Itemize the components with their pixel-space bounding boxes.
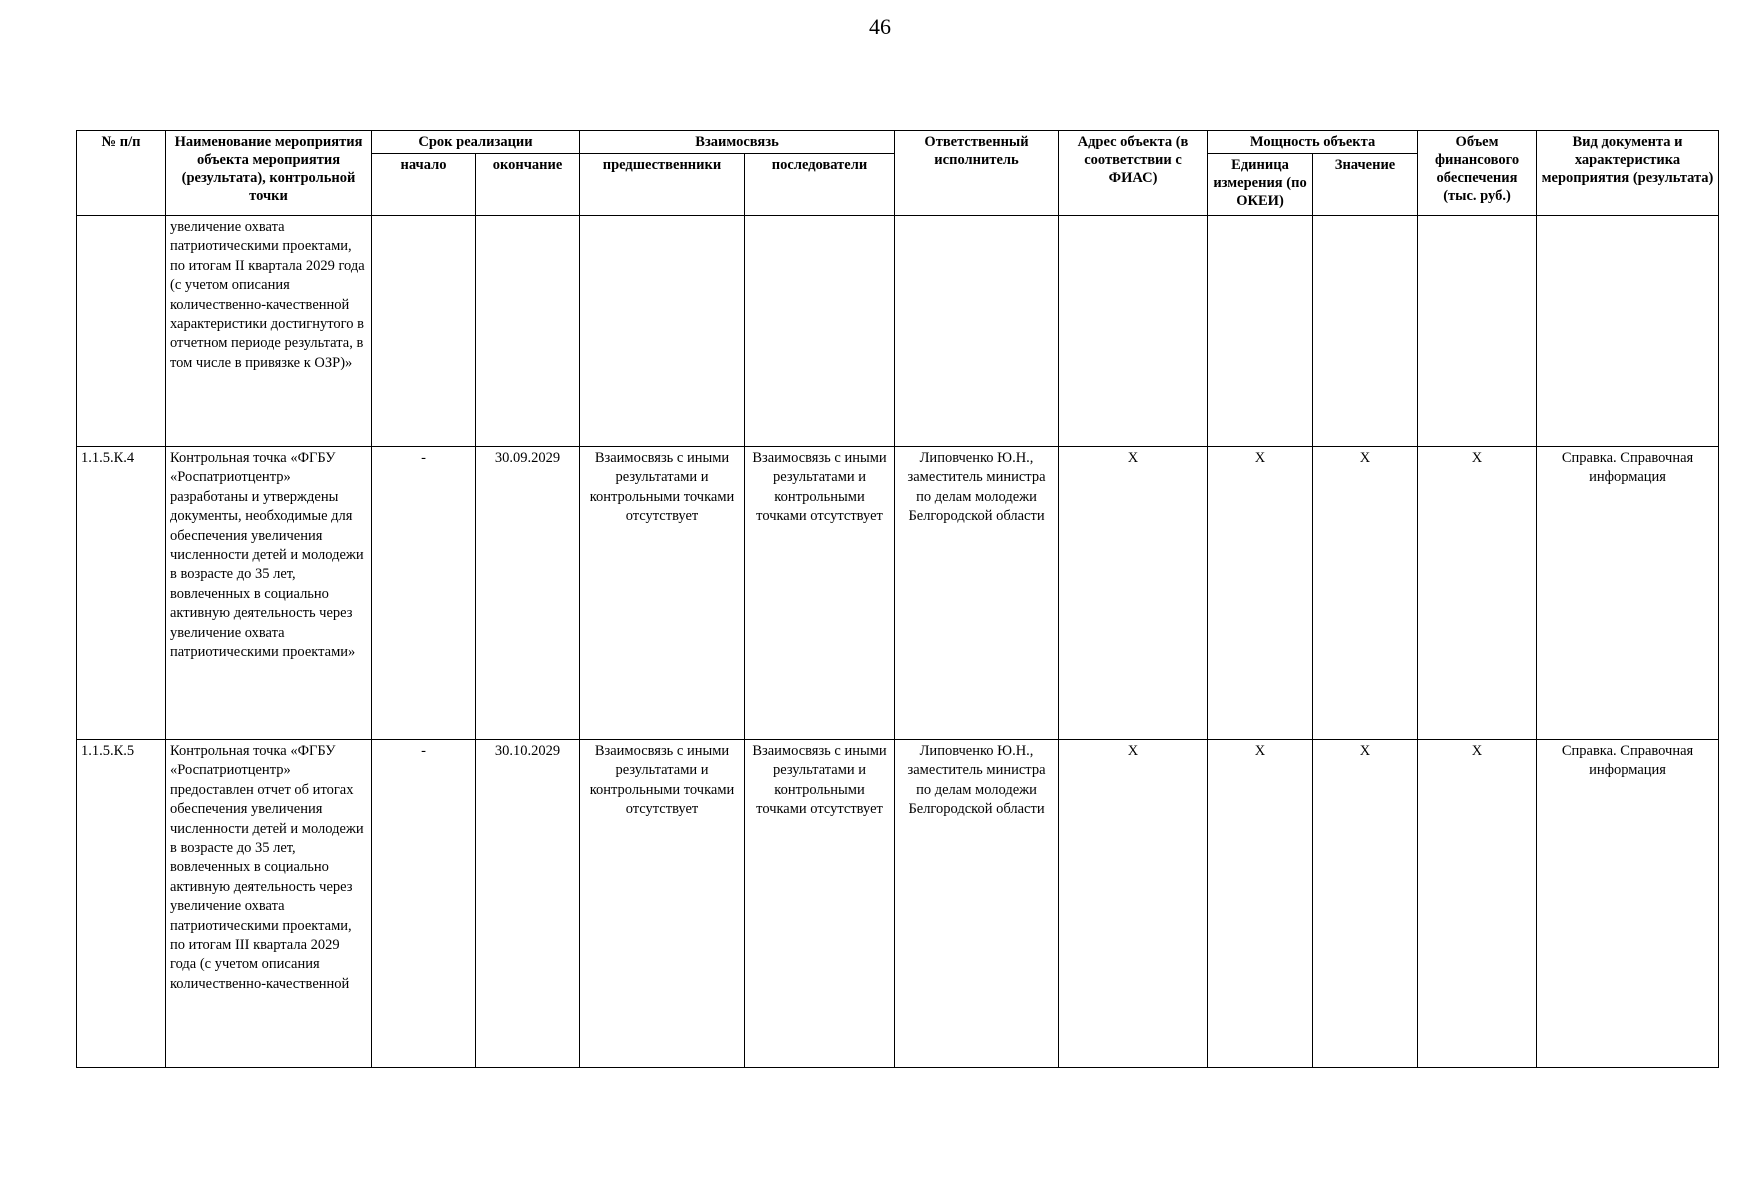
header-funding: Объем финансового обеспечения (тыс. руб.) [1418,131,1537,216]
cell-unit: Х [1208,740,1313,1068]
events-table [76,130,1719,1068]
header-predecessors: предшественники [580,154,745,216]
cell-funding: Х [1418,447,1537,740]
cell-doc-type: Справка. Справочная информация [1537,740,1719,1068]
header-doc-type: Вид документа и характеристика мероприятия (результата) [1537,131,1719,216]
cell-predecessors: Взаимосвязь с иными результатами и контрольными точками отсутствует [580,447,745,740]
table-row [77,447,1719,740]
cell-start: - [372,740,476,1068]
cell-unit [1208,216,1313,447]
cell-start: - [372,447,476,740]
cell-responsible: Липовченко Ю.Н., заместитель министра по делам молодежи Белгородской области [895,740,1059,1068]
cell-successors: Взаимосвязь с иными результатами и контрольными точками отсутствует [745,740,895,1068]
header-responsible: Ответственный исполнитель [895,131,1059,216]
cell-end: 30.09.2029 [476,447,580,740]
cell-funding [1418,216,1537,447]
cell-predecessors: Взаимосвязь с иными результатами и контрольными точками отсутствует [580,740,745,1068]
cell-doc-type: Справка. Справочная информация [1537,447,1719,740]
cell-predecessors [580,216,745,447]
cell-value: Х [1313,740,1418,1068]
cell-successors [745,216,895,447]
header-successors: последователи [745,154,895,216]
cell-doc-type [1537,216,1719,447]
cell-responsible: Липовченко Ю.Н., заместитель министра по делам молодежи Белгородской области [895,447,1059,740]
header-capacity: Мощность объекта [1208,131,1418,154]
table-row [77,740,1719,1068]
cell-address: Х [1059,447,1208,740]
header-value: Значение [1313,154,1418,216]
cell-funding: Х [1418,740,1537,1068]
header-name: Наименование мероприятия объекта мероприятия (результата), контрольной точки [166,131,372,216]
page-number: 46 [869,14,891,39]
cell-responsible [895,216,1059,447]
header-start: начало [372,154,476,216]
header-period: Срок реализации [372,131,580,154]
cell-name: Контрольная точка «ФГБУ «Роспатриотцентр» разработаны и утверждены документы, необходимые для обеспечения увеличения численности детей и молодежи в возрасте до 35 лет, вовлеченных в социально активную деятельность через увеличение охвата патриотическими проектами» [166,447,372,740]
cell-end: 30.10.2029 [476,740,580,1068]
cell-value [1313,216,1418,447]
cell-end [476,216,580,447]
cell-value: Х [1313,447,1418,740]
header-row-1 [77,131,1719,154]
cell-num: 1.1.5.К.5 [77,740,166,1068]
cell-address: Х [1059,740,1208,1068]
cell-name: Контрольная точка «ФГБУ «Роспатриотцентр» предоставлен отчет об итогах обеспечения увеличения численности детей и молодежи в возрасте до 35 лет, вовлеченных в социально активную деятельность через увеличение охвата патриотическими проектами, по итогам III квартала 2029 года (с учетом описания количественно-качественной [166,740,372,1068]
cell-address [1059,216,1208,447]
cell-num [77,216,166,447]
cell-num: 1.1.5.К.4 [77,447,166,740]
header-num: № п/п [77,131,166,216]
header-end: окончание [476,154,580,216]
cell-name: увеличение охвата патриотическими проектами, по итогам II квартала 2029 года (с учетом описания количественно-качественной характеристики достигнутого в отчетном периоде результата, в том числе в привязке к ОЗР)» [166,216,372,447]
header-address: Адрес объекта (в соответствии с ФИАС) [1059,131,1208,216]
table-row [77,216,1719,447]
cell-successors: Взаимосвязь с иными результатами и контрольными точками отсутствует [745,447,895,740]
header-relation: Взаимосвязь [580,131,895,154]
header-unit: Единица измерения (по ОКЕИ) [1208,154,1313,216]
cell-unit: Х [1208,447,1313,740]
cell-start [372,216,476,447]
